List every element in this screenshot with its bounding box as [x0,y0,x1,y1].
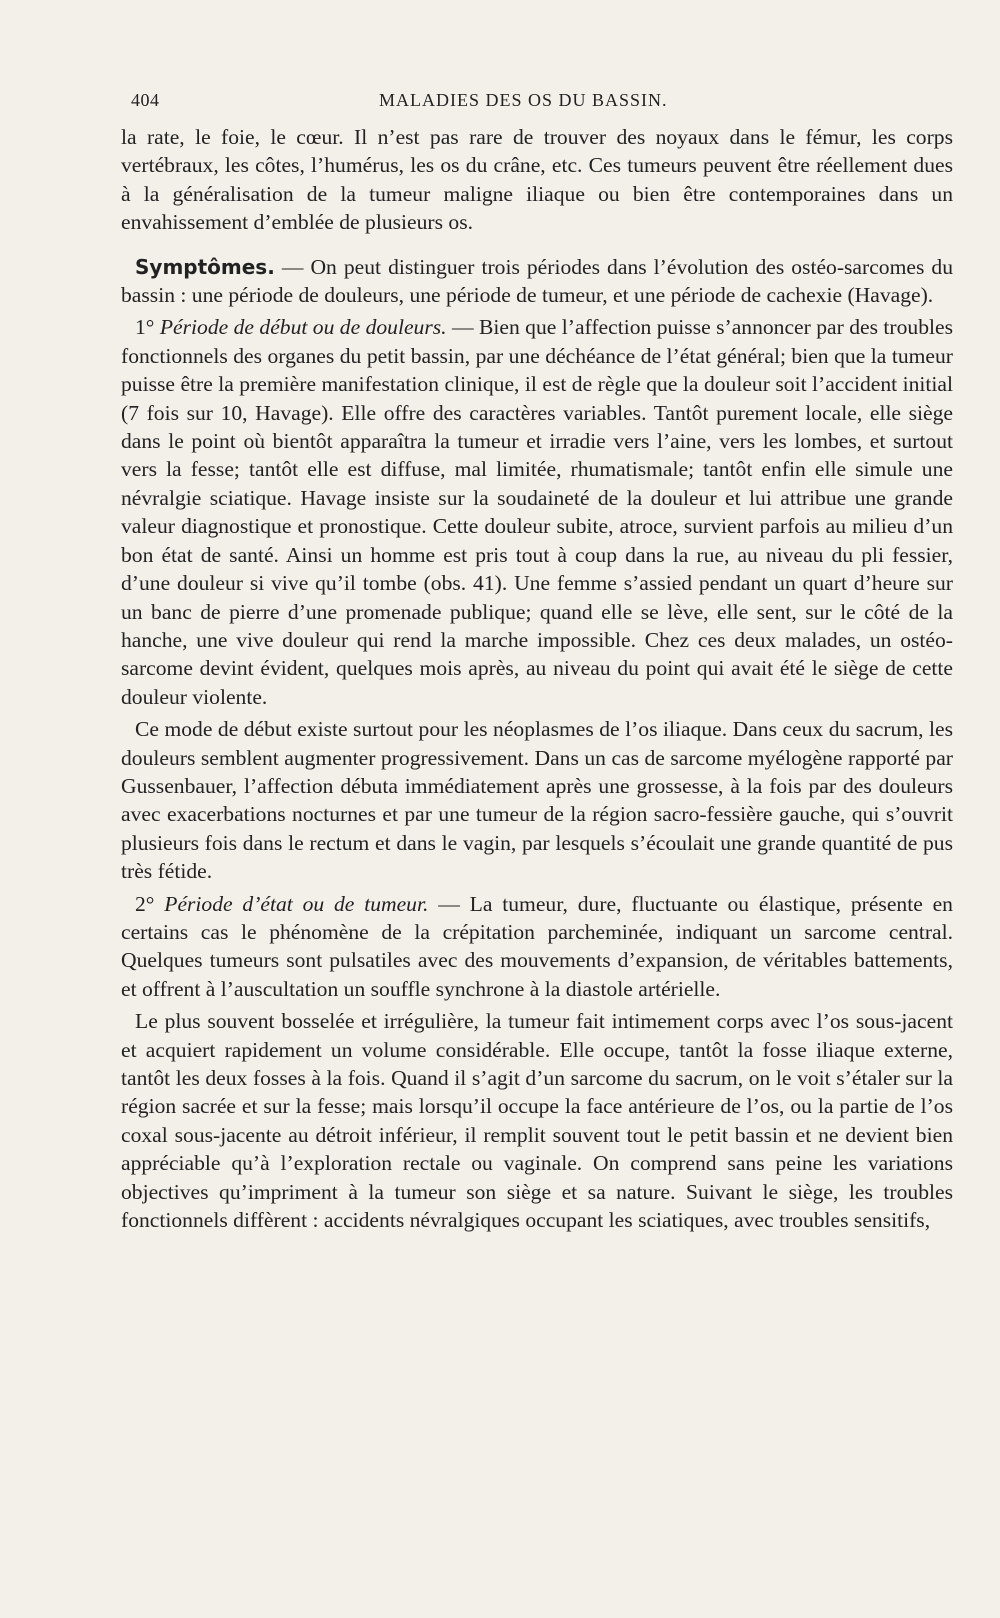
period-heading-tumeur: Période d’état ou de tumeur. [164,891,429,916]
period-heading-douleurs: Période de début ou de douleurs. [159,315,447,340]
paragraph-symptomes [121,253,953,310]
paragraph-tumeur-description: Le plus souvent bosselée et irrégulière, la tumeur fait intimement corps avec l’os sous-jacent et acquiert rapidement un volume considérable. Elle occupe, tantôt la fosse iliaque externe, tantôt les deux fosses à la fois. Quand il s’agit d’un sarcome du sacrum, on le voit s’étaler sur la région sacrée et sur la fesse; mais lorsqu’il occupe la face antérieure de l’os, ou la partie de l’os coxal sous-jacente au détroit inférieur, il remplit souvent tout le petit bassin et ne devient bien appréciable qu’à l’exploration rectale ou vaginale. On comprend sans peine les variations objectives qu’impriment à la tumeur son siège et sa nature. Suivant le siège, les troubles fonctionnels diffèrent : accidents névralgiques occupant les sciatiques, avec troubles sensitifs, [121,1009,953,1233]
page-header [131,90,951,116]
paragraph-periode-tumeur [121,890,953,1004]
page-number: 404 [131,90,160,110]
body-text [121,123,953,1234]
period-number-1: 1° [135,315,160,340]
running-title: MALADIES DES OS DU BASSIN. [379,90,668,110]
paragraph-periode-tumeur-text: — La tumeur, dure, fluctuante ou élastique, présente en certains cas le phénomène de la crépitation parcheminée, indiquant un sarcome central. Quelques tumeurs sont pulsatiles avec des mouvements d’expansion, de véritables battements, et offrent à l’auscultation un souffle synchrone à la diastole artérielle. [121,891,953,1001]
section-heading-symptomes: Symptômes. [135,254,275,279]
paragraph-continuation: la rate, le foie, le cœur. Il n’est pas rare de trouver des noyaux dans le fémur, les corps vertébraux, les côtes, l’humérus, les os du crâne, etc. Ces tumeurs peuvent être réellement dues à la généralisation de la tumeur maligne iliaque ou bien être contemporaines dans un envahissement d’emblée de plusieurs os. [121,125,953,235]
period-number-2: 2° [135,891,165,916]
paragraph-periode-douleurs-text: — Bien que l’affection puisse s’annoncer par des troubles fonctionnels des organes du petit bassin, par une déchéance de l’état général; bien que la tumeur puisse être la première manifestation clinique, il est de règle que la douleur soit l’accident initial (7 fois sur 10, Havage). Elle offre des caractères variables. Tantôt purement locale, elle siège dans le point où bientôt apparaîtra la tumeur et irradie vers l’aine, vers les lombes, et surtout vers la fesse; tantôt elle est diffuse, mal limitée, rhumatismale; tantôt enfin elle simule une névralgie sciatique. Havage insiste sur la soudaineté de la douleur et lui attribue une grande valeur diagnostique et pronostique. Cette douleur subite, atroce, survient parfois au milieu d’un bon état de santé. Ainsi un homme est pris tout à coup dans la rue, au niveau du pli fessier, d’une douleur si vive qu’il tombe (obs. 41). Une femme s’assied pendant un quart d’heure sur un banc de pierre d’une promenade publique; quand elle se lève, elle sent, sur le côté de la hanche, une vive douleur qui rend la marche impossible. Chez ces deux malades, un ostéo-sarcome devint évident, quelques mois après, au niveau du point qui avait été le siège de cette douleur violente. [121,315,953,709]
paragraph-periode-douleurs [121,313,953,711]
paragraph-mode-debut: Ce mode de début existe surtout pour les néoplasmes de l’os iliaque. Dans ceux du sacrum, les douleurs semblent augmenter progressivement. Dans un cas de sarcome myélogène rapporté par Gussenbauer, l’affection débuta immédiatement après une grossesse, à la fois par des douleurs avec exacerbations nocturnes et par une tumeur de la région sacro-fessière gauche, qui s’ouvrit plusieurs fois dans le rectum et dans le vagin, par lesquels s’écoulait une grande quantité de pus très fétide. [121,717,953,884]
paragraph-symptomes-text: — On peut distinguer trois périodes dans l’évolution des ostéo-sarcomes du bassin : une période de douleurs, une période de tumeur, et une période de cachexie (Havage). [121,254,953,308]
